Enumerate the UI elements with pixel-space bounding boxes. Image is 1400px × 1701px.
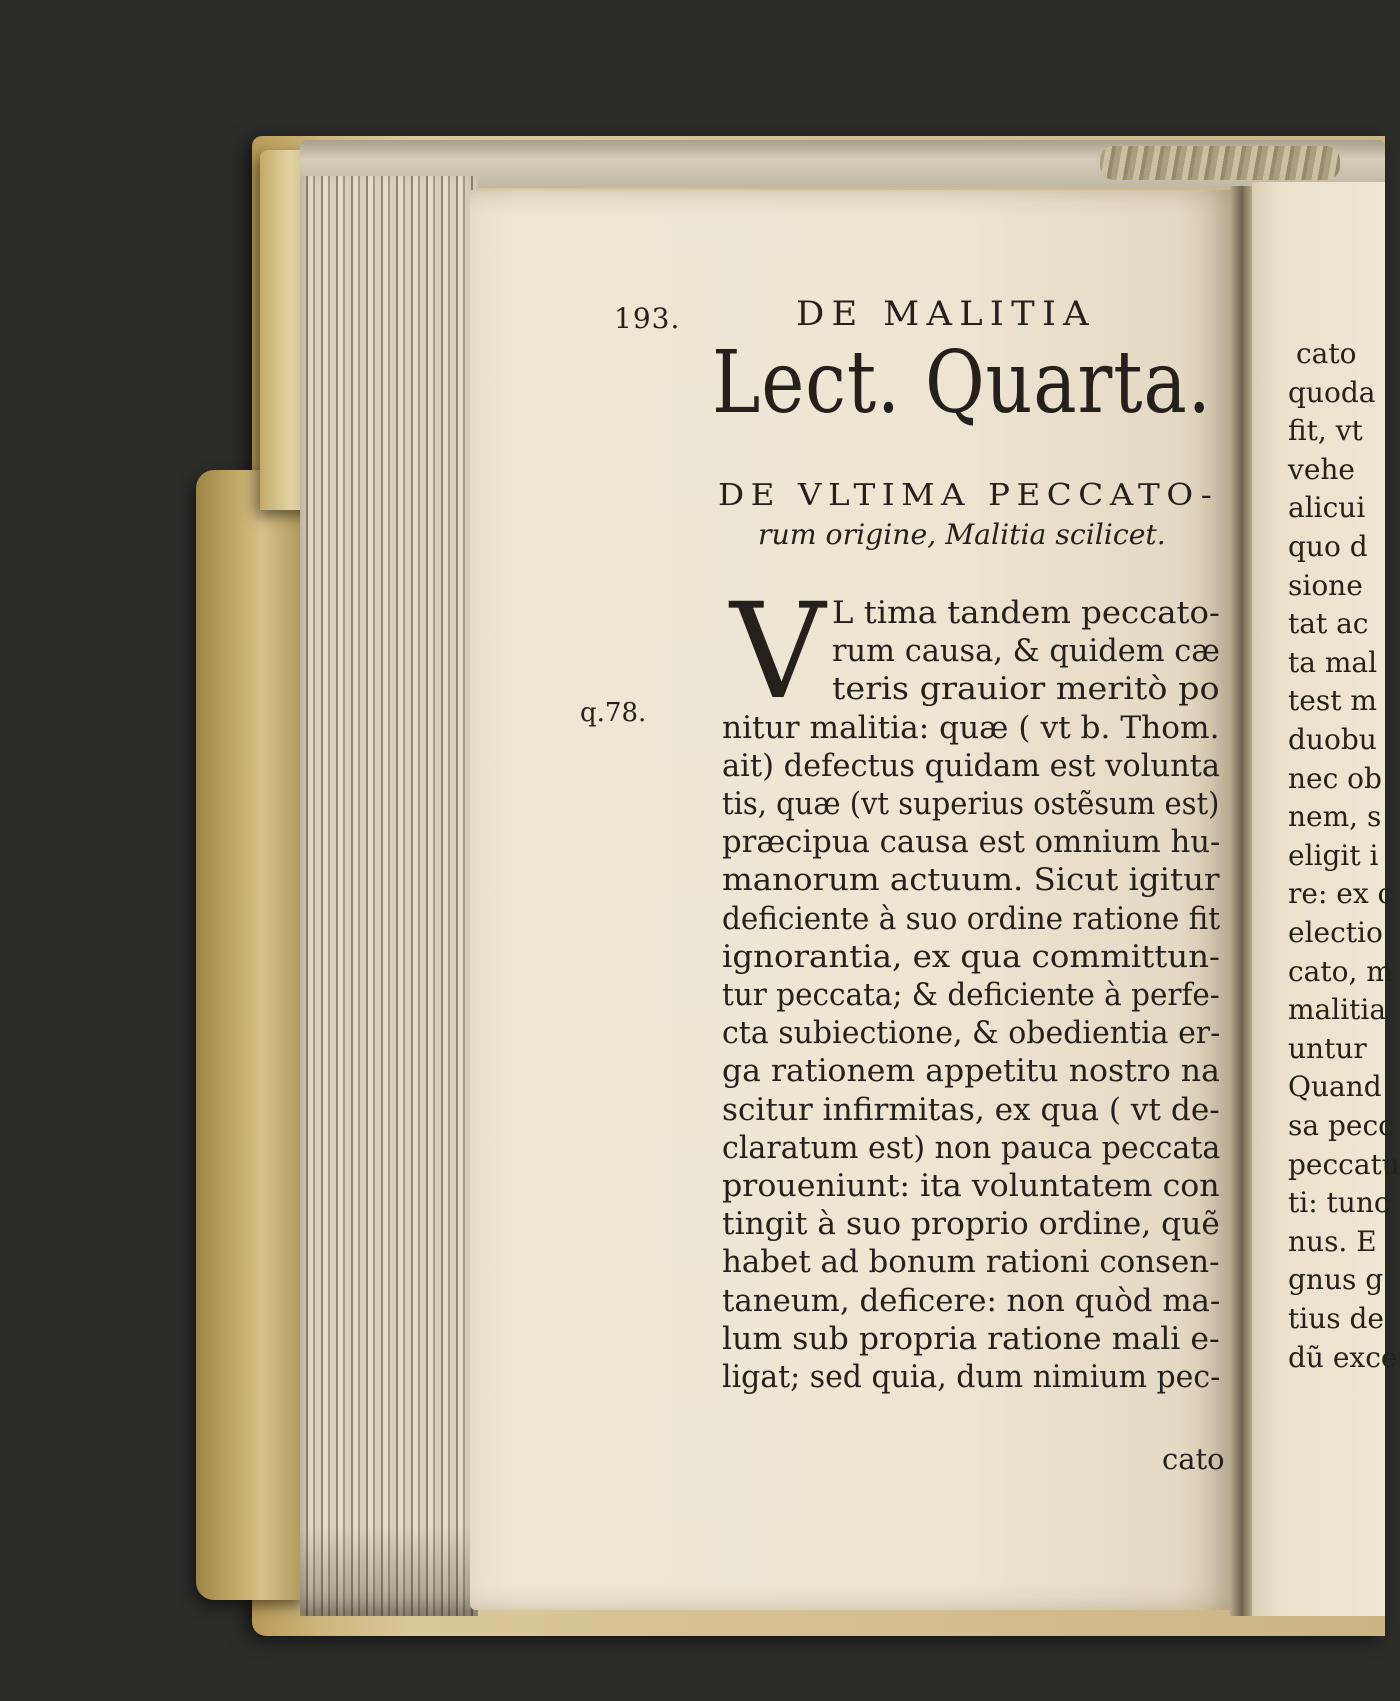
body-line: L tima tandem peccato- bbox=[832, 595, 1220, 631]
page-number: 193. bbox=[614, 302, 681, 335]
body-line: proueniunt: ita voluntatem con bbox=[722, 1168, 1220, 1204]
vellum-spine bbox=[196, 470, 306, 1600]
facing-line: Quand bbox=[1288, 1070, 1382, 1104]
body-line: tingit à suo proprio ordine, quẽ bbox=[722, 1206, 1220, 1243]
body-line: taneum, deficere: non quòd ma- bbox=[722, 1282, 1221, 1319]
facing-line: sione bbox=[1288, 568, 1363, 602]
chapter-heading: DE VLTIMA PECCATO- bbox=[718, 478, 1219, 513]
facing-line: sa pecc bbox=[1288, 1109, 1394, 1142]
body-line: lum sub propria ratione mali e- bbox=[722, 1320, 1220, 1357]
margin-note: q.78. bbox=[580, 698, 647, 728]
binding-cord bbox=[1100, 146, 1340, 180]
facing-line: eligit i bbox=[1288, 838, 1379, 872]
facing-line: gnus g bbox=[1288, 1263, 1384, 1297]
facing-line: quoda bbox=[1288, 375, 1376, 409]
facing-line: alicui bbox=[1288, 491, 1366, 525]
body-line: claratum est) non pauca peccata bbox=[722, 1129, 1221, 1166]
body-line: teris grauior meritò po bbox=[832, 671, 1220, 708]
drop-cap: V bbox=[730, 575, 826, 729]
body-line: ait) defectus quidam est volunta bbox=[722, 747, 1221, 784]
facing-line: fit, vt bbox=[1288, 414, 1363, 448]
facing-line: re: ex c bbox=[1288, 877, 1394, 911]
body-line: rum causa, & quidem cæ bbox=[832, 633, 1220, 670]
body-line: scitur infirmitas, ex qua ( vt de- bbox=[722, 1091, 1220, 1128]
body-line: manorum actuum. Sicut igitur bbox=[722, 862, 1220, 899]
body-line: ignorantia, ex qua committun- bbox=[722, 938, 1221, 975]
facing-line: ti: tunc bbox=[1288, 1186, 1390, 1220]
section-title: Lect. Quarta. bbox=[712, 333, 1212, 433]
facing-line: quo d bbox=[1288, 530, 1368, 563]
facing-line: electio bbox=[1288, 916, 1383, 949]
facing-line: test m bbox=[1288, 684, 1377, 718]
facing-line: dũ exce bbox=[1288, 1340, 1398, 1374]
facing-line: nem, s bbox=[1288, 800, 1382, 834]
body-line: deficiente à suo ordine ratione fit bbox=[722, 900, 1221, 937]
facing-line: peccatu bbox=[1288, 1147, 1400, 1181]
body-line: ligat; sed quia, dum nimium pec- bbox=[722, 1359, 1221, 1395]
body-line: nitur malitia: quæ ( vt b. Thom. bbox=[722, 709, 1220, 746]
facing-line: nec ob bbox=[1288, 761, 1382, 795]
facing-page bbox=[1252, 182, 1400, 1616]
running-head: DE MALITIA bbox=[796, 294, 1096, 334]
page-stack bbox=[300, 176, 478, 1616]
body-line: ga rationem appetitu nostro na bbox=[722, 1053, 1220, 1090]
body-line: præcipua causa est omnium hu- bbox=[722, 824, 1221, 861]
facing-line: tius de bbox=[1288, 1302, 1385, 1335]
facing-line: tat ac bbox=[1288, 607, 1369, 641]
chapter-subheading: rum origine, Malitia scilicet. bbox=[758, 518, 1166, 551]
body-line: tis, quæ (vt superius ostẽsum est) bbox=[722, 786, 1220, 822]
facing-line: cato, m bbox=[1288, 954, 1393, 988]
body-line: habet ad bonum rationi consen- bbox=[722, 1244, 1220, 1281]
facing-line: duobu bbox=[1288, 723, 1377, 756]
facing-line: ta mal bbox=[1288, 645, 1378, 679]
facing-line: nus. E bbox=[1288, 1224, 1377, 1258]
body-line: tur peccata; & deficiente à perfe- bbox=[722, 977, 1220, 1013]
facing-line: malitia bbox=[1288, 993, 1387, 1027]
facing-line: vehe bbox=[1288, 452, 1355, 486]
catchword: cato bbox=[1162, 1442, 1225, 1476]
body-line: cta subiectione, & obedientia er- bbox=[722, 1015, 1221, 1052]
facing-line: untur bbox=[1288, 1031, 1367, 1065]
facing-line: cato bbox=[1296, 337, 1357, 370]
